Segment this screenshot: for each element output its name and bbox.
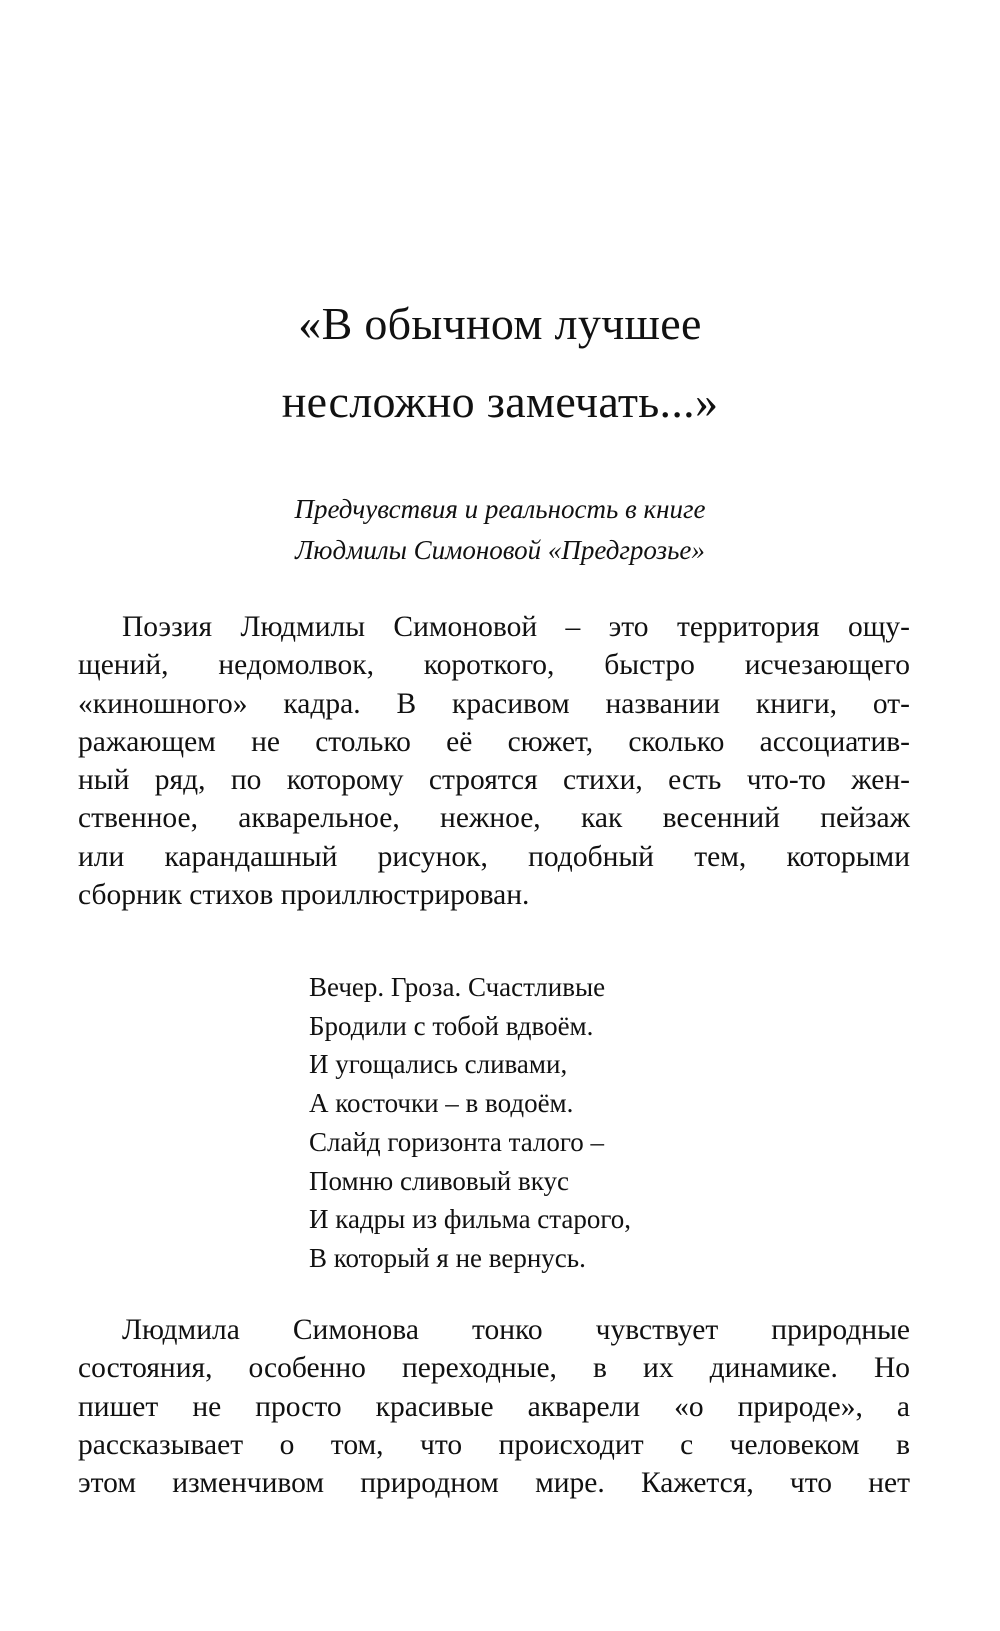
poem-line: А косточки – в водоём. [309, 1088, 574, 1119]
paragraph-1-line: «киношного» кадра. В красивом названии книги, от- [78, 687, 910, 720]
poem-line: Помню сливовый вкус [309, 1165, 569, 1196]
chapter-title [0, 285, 1000, 441]
paragraph-1-line: щений, недомолвок, короткого, быстро исчезающего [78, 649, 910, 682]
paragraph-1 [78, 608, 910, 914]
paragraph-2 [78, 1311, 910, 1502]
paragraph-2-line: этом изменчивом природном мире. Кажется, что нет [78, 1467, 910, 1500]
poem-line: Бродили с тобой вдвоём. [309, 1010, 594, 1041]
poem-stanza [309, 968, 631, 1278]
poem-line: И кадры из фильма старого, [309, 1204, 632, 1235]
paragraph-1-line: ный ряд, по которому строятся стихи, есть что-то жен- [78, 764, 910, 797]
paragraph-2-line: состояния, особенно переходные, в их динамике. Но [78, 1352, 910, 1385]
paragraph-1-line: Поэзия Людмилы Симоновой – это территория ощу- [122, 611, 910, 643]
chapter-title-line-1: «В обычном лучшее [298, 298, 702, 349]
paragraph-1-line: ственное, акварельное, нежное, как весенний пейзаж [78, 802, 910, 835]
poem-line: Вечер. Гроза. Счастливые [309, 972, 606, 1002]
paragraph-2-line: рассказывает о том, что происходит с человеком в [78, 1428, 910, 1461]
paragraph-1-line: сборник стихов проиллюстрирован. [78, 879, 530, 912]
paragraph-2-line: Людмила Симонова тонко чувствует природные [122, 1314, 910, 1346]
chapter-subtitle-line-1: Предчувствия и реальность в книге [294, 494, 706, 524]
poem-line: В который я не вернусь. [309, 1242, 586, 1273]
chapter-subtitle [0, 489, 1000, 571]
paragraph-1-line: или карандашный рисунок, подобный тем, которыми [78, 840, 910, 873]
poem-line: И угощались сливами, [309, 1049, 568, 1080]
chapter-title-line-2: несложно замечать...» [281, 376, 719, 427]
chapter-subtitle-line-2: Людмилы Симоновой «Предгрозье» [295, 535, 705, 565]
paragraph-2-line: пишет не просто красивые акварели «о природе», а [78, 1390, 910, 1423]
poem-line: Слайд горизонта талого – [309, 1126, 605, 1157]
paragraph-1-line: ражающем не столько её сюжет, сколько ассоциатив- [78, 725, 910, 758]
